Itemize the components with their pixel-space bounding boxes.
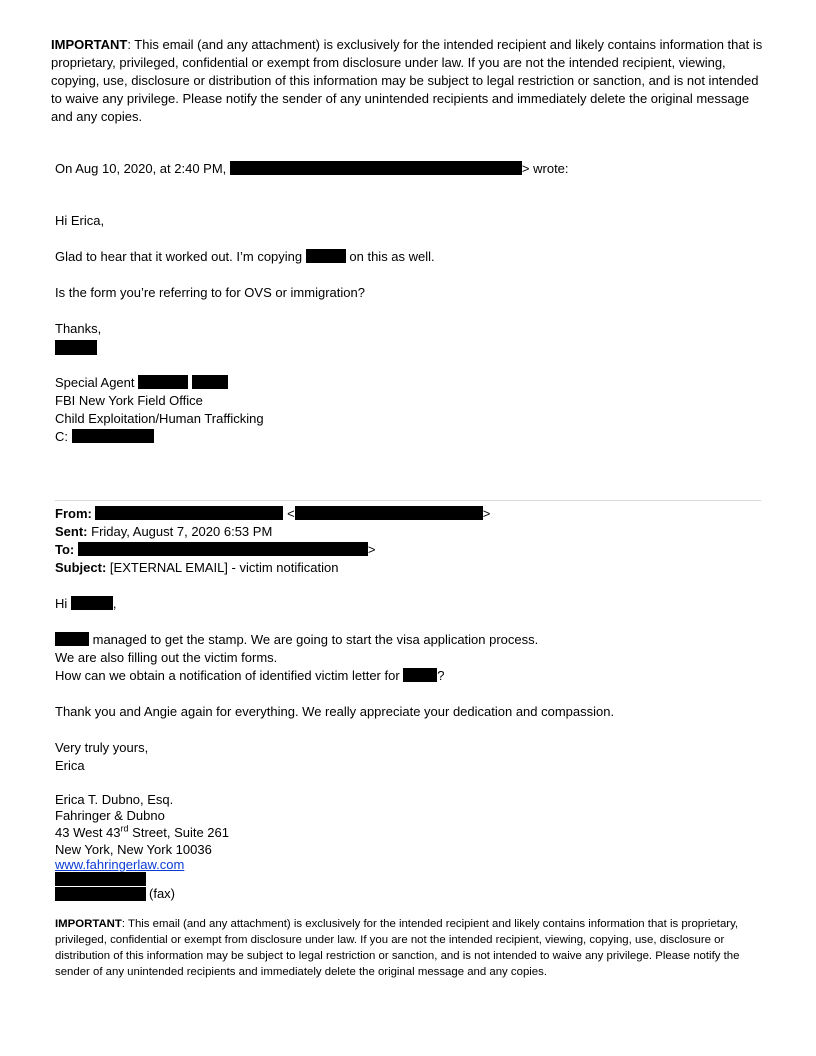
reply-closing: Thanks, xyxy=(55,321,102,336)
fwd-body-line-2: We are also filling out the victim forms. xyxy=(55,650,278,665)
fwd-from-gt: > xyxy=(482,506,491,521)
fwd-body-line-1 xyxy=(55,631,538,649)
fwd-subject-label: Subject: xyxy=(55,560,107,575)
redaction-agent-name-1 xyxy=(138,375,188,389)
fwd-greeting-prefix: Hi xyxy=(55,596,68,611)
message-divider xyxy=(55,500,761,501)
agent-unit: Child Exploitation/Human Trafficking xyxy=(55,411,264,426)
quote-prefix: On Aug 10, 2020, at 2:40 PM, xyxy=(55,161,227,176)
redaction-to-recipient xyxy=(78,542,368,556)
agent-title: Special Agent xyxy=(55,375,135,390)
redaction-phone xyxy=(55,872,146,886)
fwd-closing-name: Erica xyxy=(55,758,85,773)
sig-address xyxy=(55,824,229,842)
fwd-subject-value: [EXTERNAL EMAIL] - victim notification xyxy=(109,560,339,575)
sig-city: New York, New York 10036 xyxy=(55,842,212,857)
sig-website-link[interactable]: www.fahringerlaw.com xyxy=(55,857,185,872)
reply-line-2: Is the form you’re referring to for OVS or immigration? xyxy=(55,285,365,300)
reply-greeting: Hi Erica, xyxy=(55,213,105,228)
fwd-from-label: From: xyxy=(55,506,92,521)
reply-line-1-b: on this as well. xyxy=(349,249,435,264)
redaction-from-name xyxy=(95,506,283,520)
redaction-greeting-name xyxy=(71,596,113,610)
agent-office: FBI New York Field Office xyxy=(55,393,203,408)
redaction-sender-email xyxy=(230,161,522,175)
fwd-sent-label: Sent: xyxy=(55,524,88,539)
redaction-copied-name xyxy=(306,249,346,263)
redaction-client-name xyxy=(55,632,89,646)
footer-notice-label: IMPORTANT xyxy=(55,918,122,930)
header-notice-text: : This email (and any attachment) is exclusively for the intended recipient and likely contains information that is proprietary, privileged, confidential or exempt from disclosure under law. If you are not the intended recipient, viewing, copying, use, disclosure or distribution of this information may be subject to legal restriction or sanction, and is not intended to waive any privilege. Please notify the sender of any unintended recipients and immediately delete the original message and any copies. xyxy=(51,37,763,124)
redaction-agent-name-2 xyxy=(192,375,228,389)
redaction-agent-cell xyxy=(72,429,154,443)
agent-title-line xyxy=(55,374,228,392)
sig-address-sup: rd xyxy=(120,823,129,834)
fwd-body-1-text: managed to get the stamp. We are going to start the visa application process. xyxy=(92,632,539,647)
fwd-body-line-4: Thank you and Angie again for everything. We really appreciate your dedication and compassion. xyxy=(55,704,615,719)
sig-address-num: 43 West 43 xyxy=(55,825,121,840)
quote-line xyxy=(55,160,569,178)
quote-suffix: > wrote: xyxy=(521,161,569,176)
fwd-subject-line xyxy=(55,559,338,577)
sig-address-rest: Street, Suite 261 xyxy=(128,825,229,840)
fwd-to-label: To: xyxy=(55,542,75,557)
footer-notice xyxy=(55,916,755,980)
redaction-from-email xyxy=(295,506,483,520)
reply-line-1 xyxy=(55,248,435,266)
sig-fax-label: (fax) xyxy=(149,886,175,901)
fwd-to-gt: > xyxy=(367,542,376,557)
redaction-agent-first-name xyxy=(55,340,97,355)
sig-website-wrap xyxy=(55,857,184,873)
sig-firm: Fahringer & Dubno xyxy=(55,808,165,823)
fwd-body-line-3 xyxy=(55,667,445,685)
header-notice-label: IMPORTANT xyxy=(51,37,128,52)
fwd-closing: Very truly yours, xyxy=(55,740,149,755)
redaction-fax xyxy=(55,887,146,901)
fwd-from-line xyxy=(55,505,490,523)
fwd-body-3-a: How can we obtain a notification of identified victim letter for xyxy=(55,668,400,683)
redaction-victim-name xyxy=(403,668,437,682)
fwd-greeting-comma: , xyxy=(112,596,117,611)
fwd-from-lt: < xyxy=(287,506,295,521)
agent-cell-label: C: xyxy=(55,429,68,444)
fwd-to-line xyxy=(55,541,375,559)
fwd-body-3-b: ? xyxy=(437,668,445,683)
agent-cell-line xyxy=(55,428,154,446)
fwd-sent-value: Friday, August 7, 2020 6:53 PM xyxy=(91,524,273,539)
sig-name: Erica T. Dubno, Esq. xyxy=(55,792,174,807)
fwd-greeting xyxy=(55,595,117,613)
footer-notice-text: : This email (and any attachment) is exclusively for the intended recipient and likely contains information that is proprietary, privileged, confidential or exempt from disclosure under law. If you are not the intended recipient, viewing, copying, use, disclosure or distribution of this information may be subject to legal restriction or sanction, and is not intended to waive any privilege. Please notify the sender of any unintended recipients and immediately delete the original message and any copies. xyxy=(55,918,740,978)
header-notice xyxy=(51,36,769,126)
reply-line-1-a: Glad to hear that it worked out. I’m copying xyxy=(55,249,303,264)
fwd-sent-line xyxy=(55,523,272,541)
